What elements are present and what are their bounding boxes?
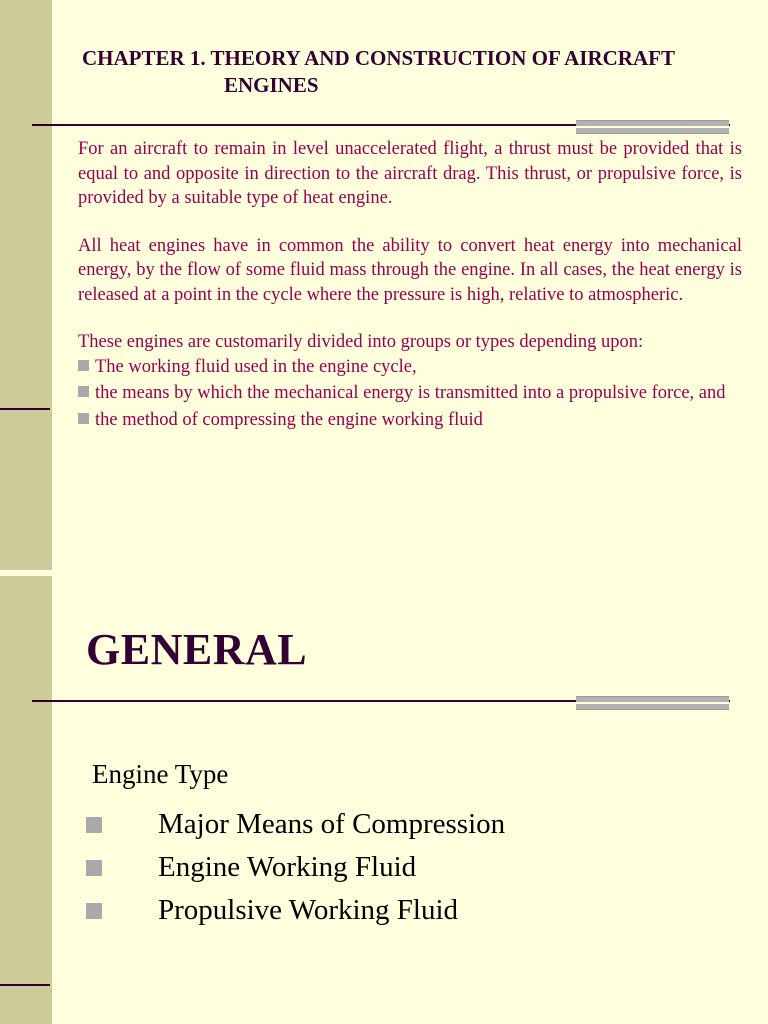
list-item-text: Engine Working Fluid xyxy=(158,851,417,883)
list-item xyxy=(86,889,505,932)
engine-type-list xyxy=(86,803,505,932)
list-item-text: Major Means of Compression xyxy=(158,808,506,840)
chapter-title xyxy=(82,45,742,99)
list-item-text: Propulsive Working Fluid xyxy=(158,894,459,926)
sidebar-divider xyxy=(0,408,50,410)
bullet-item xyxy=(78,381,742,406)
paragraph-1: For an aircraft to remain in level unaccelerated flight, a thrust must be provided that is equal to and opposite in direction to the aircraft drag. This thrust, or propulsive force, is provided by a suitable type of heat engine. xyxy=(78,139,742,208)
square-bullet-icon xyxy=(86,903,102,919)
chapter-title-line-1: CHAPTER 1. THEORY AND CONSTRUCTION OF AIRCRAFT xyxy=(82,46,675,70)
square-bullet-icon xyxy=(78,386,89,397)
square-bullet-icon xyxy=(78,413,89,424)
list-item xyxy=(86,803,505,846)
bullet-text: the method of compressing the engine working fluid xyxy=(95,409,483,430)
square-bullet-icon xyxy=(86,817,102,833)
bullet-item xyxy=(78,355,742,380)
list-item xyxy=(86,846,505,889)
slide-2 xyxy=(0,576,768,1024)
paragraph-2: All heat engines have in common the ability to convert heat energy into mechanical energy, by the flow of some fluid mass through the engine. In all cases, the heat energy is released at a point in the cycle where the pressure is high, relative to atmospheric. xyxy=(78,235,742,305)
slide-title: GENERAL xyxy=(86,625,308,674)
square-bullet-icon xyxy=(78,360,89,371)
sidebar-divider xyxy=(0,984,50,986)
body-text xyxy=(78,137,742,432)
slide-sidebar xyxy=(0,0,52,570)
divider-accent-bar xyxy=(576,696,729,710)
paragraph-intro: These engines are customarily divided into groups or types depending upon: xyxy=(78,332,644,352)
square-bullet-icon xyxy=(86,860,102,876)
bullet-text: the means by which the mechanical energy is transmitted into a propulsive force, and xyxy=(95,383,726,403)
bullet-text: The working fluid used in the engine cycle, xyxy=(95,356,417,377)
chapter-title-line-2: ENGINES xyxy=(224,73,319,97)
slide-sidebar xyxy=(0,576,52,1024)
engine-type-heading: Engine Type xyxy=(92,759,229,789)
divider-accent-bar xyxy=(576,120,729,134)
bullet-item xyxy=(78,408,742,433)
